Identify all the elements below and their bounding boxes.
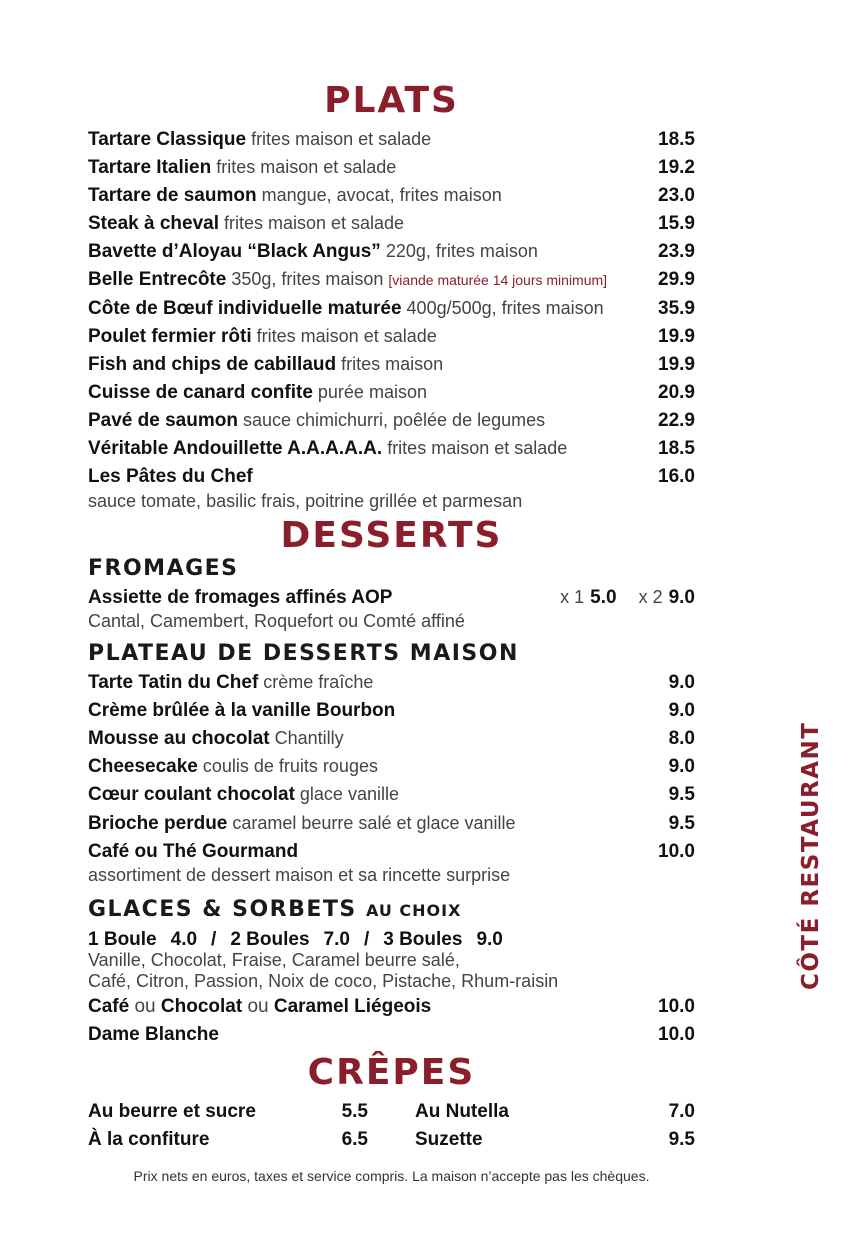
item-price: 9.5 bbox=[668, 813, 695, 834]
item-desc: mangue, avocat, frites maison bbox=[261, 185, 502, 205]
item-price: 18.5 bbox=[658, 438, 695, 459]
menu-item bbox=[88, 129, 695, 155]
item-name: Mousse au chocolat bbox=[88, 728, 270, 749]
item-price: 9.5 bbox=[668, 1129, 695, 1150]
menu-item bbox=[88, 382, 695, 408]
menu-item bbox=[88, 784, 695, 810]
boules-price: 7.0 bbox=[323, 929, 350, 950]
item-desc: 220g, frites maison bbox=[385, 241, 538, 261]
menu-item bbox=[88, 700, 695, 726]
section-title-plats: PLATS bbox=[324, 80, 459, 121]
item-desc: sauce chimichurri, poêlée de legumes bbox=[242, 410, 546, 430]
item-desc: frites maison et salade bbox=[256, 326, 437, 346]
item-desc: glace vanille bbox=[299, 784, 399, 804]
item-price: 8.0 bbox=[668, 728, 695, 749]
menu-item bbox=[88, 813, 695, 839]
boules-label: 2 Boules bbox=[230, 929, 310, 950]
flavors-line: Vanille, Chocolat, Fraise, Caramel beurre salé, bbox=[88, 950, 460, 970]
item-name: Tartare de saumon bbox=[88, 185, 257, 206]
item-price: 9.0 bbox=[668, 756, 695, 777]
item-price: 9.0 bbox=[668, 587, 695, 608]
item-name: Assiette de fromages affinés AOP bbox=[88, 587, 393, 608]
quantity-label: x 1 bbox=[560, 587, 585, 607]
item-desc: frites maison et salade bbox=[216, 157, 397, 177]
item-name: Bavette d’Aloyau “Black Angus” bbox=[88, 241, 381, 262]
item-name: Cuisse de canard confite bbox=[88, 382, 313, 403]
item-desc-line: assortiment de dessert maison et sa rincette surprise bbox=[88, 865, 511, 885]
subsection-title-glaces bbox=[88, 897, 461, 922]
menu-item bbox=[88, 241, 695, 267]
item-note: [viande maturée 14 jours minimum] bbox=[388, 272, 608, 288]
item-name: Tartare Classique bbox=[88, 129, 247, 150]
quantity-label: x 2 bbox=[638, 587, 663, 607]
item-desc: caramel beurre salé et glace vanille bbox=[232, 813, 516, 833]
item-name: Steak à cheval bbox=[88, 213, 219, 234]
liegeois-or: ou bbox=[247, 996, 269, 1017]
item-price: 15.9 bbox=[658, 213, 695, 234]
item-name: Pavé de saumon bbox=[88, 410, 238, 431]
flavors-line: Café, Citron, Passion, Noix de coco, Pistache, Rhum-raisin bbox=[88, 971, 559, 991]
item-name: À la confiture bbox=[88, 1129, 210, 1150]
side-label: CÔTÉ RESTAURANT bbox=[798, 721, 824, 990]
item-name: Au Nutella bbox=[415, 1101, 509, 1122]
item-price: 19.9 bbox=[658, 326, 695, 347]
menu-item bbox=[88, 728, 695, 754]
item-desc: frites maison bbox=[341, 354, 444, 374]
item-name: Brioche perdue bbox=[88, 813, 228, 834]
menu-item bbox=[88, 841, 695, 867]
item-price: 19.9 bbox=[658, 354, 695, 375]
item-price: 9.0 bbox=[668, 700, 695, 721]
item-price: 6.5 bbox=[341, 1129, 368, 1150]
separator: / bbox=[211, 929, 217, 950]
item-name: Tartare Italien bbox=[88, 157, 212, 178]
boules-label: 1 Boule bbox=[88, 929, 157, 950]
menu-item bbox=[88, 996, 695, 1022]
item-price: 22.9 bbox=[658, 410, 695, 431]
menu-item bbox=[88, 354, 695, 380]
item-desc: frites maison et salade bbox=[251, 129, 432, 149]
item-name bbox=[88, 996, 431, 1018]
menu-item bbox=[88, 213, 695, 239]
item-name: Belle Entrecôte bbox=[88, 269, 227, 290]
item-name: Véritable Andouillette A.A.A.A.A. bbox=[88, 438, 383, 459]
menu-item bbox=[88, 157, 695, 183]
item-price: 19.2 bbox=[658, 157, 695, 178]
item-desc: frites maison et salade bbox=[387, 438, 568, 458]
boules-label: 3 Boules bbox=[383, 929, 463, 950]
item-name: Dame Blanche bbox=[88, 1024, 219, 1045]
item-name: Cheesecake bbox=[88, 756, 198, 777]
item-price: 18.5 bbox=[658, 129, 695, 150]
item-price: 20.9 bbox=[658, 382, 695, 403]
glaces-title: GLACES & SORBETS bbox=[88, 897, 357, 922]
item-name: Tarte Tatin du Chef bbox=[88, 672, 259, 693]
menu-item bbox=[88, 298, 695, 324]
menu-item bbox=[88, 438, 695, 464]
item-price: 7.0 bbox=[668, 1101, 695, 1122]
item-desc: 350g, frites maison bbox=[231, 269, 384, 289]
menu-item bbox=[88, 756, 695, 782]
boules-price: 9.0 bbox=[476, 929, 503, 950]
boules-price: 4.0 bbox=[170, 929, 198, 950]
liegeois-or: ou bbox=[134, 996, 156, 1017]
menu-item bbox=[415, 1101, 695, 1127]
subsection-title-plateau: PLATEAU DE DESSERTS MAISON bbox=[88, 641, 519, 666]
menu-item bbox=[415, 1129, 695, 1155]
item-desc: frites maison et salade bbox=[223, 213, 405, 233]
item-name: Crème brûlée à la vanille Bourbon bbox=[88, 700, 396, 721]
item-name: Fish and chips de cabillaud bbox=[88, 354, 337, 375]
menu-item bbox=[88, 410, 695, 436]
item-price: 9.0 bbox=[668, 672, 695, 693]
liegeois-part: Café bbox=[88, 996, 130, 1017]
liegeois-part: Caramel Liégeois bbox=[273, 996, 432, 1017]
item-price: 9.5 bbox=[668, 784, 695, 805]
menu-item bbox=[88, 466, 695, 492]
item-name: Cœur coulant chocolat bbox=[88, 784, 295, 805]
item-price: 35.9 bbox=[658, 298, 695, 319]
item-price: 23.9 bbox=[658, 241, 695, 262]
item-price: 10.0 bbox=[658, 841, 695, 862]
menu-item bbox=[88, 672, 695, 698]
item-price: 10.0 bbox=[658, 1024, 695, 1045]
item-name: Café ou Thé Gourmand bbox=[88, 841, 299, 862]
separator: / bbox=[363, 929, 370, 950]
item-price: 5.5 bbox=[341, 1101, 368, 1122]
item-desc-line: sauce tomate, basilic frais, poitrine grillée et parmesan bbox=[88, 491, 523, 511]
item-name: Poulet fermier rôti bbox=[88, 326, 252, 347]
item-price: 29.9 bbox=[658, 269, 695, 290]
item-desc: crème fraîche bbox=[263, 672, 374, 692]
item-desc: Chantilly bbox=[274, 728, 344, 748]
item-desc-line: Cantal, Camembert, Roquefort ou Comté affiné bbox=[88, 611, 465, 631]
menu-item bbox=[88, 1101, 368, 1127]
section-title-crepes: CRÊPES bbox=[307, 1052, 476, 1093]
item-name: Suzette bbox=[415, 1129, 483, 1150]
menu-item bbox=[88, 1129, 368, 1155]
item-price: 5.0 bbox=[590, 587, 617, 608]
menu-item bbox=[88, 1024, 695, 1050]
item-desc: purée maison bbox=[317, 382, 427, 402]
item-desc: coulis de fruits rouges bbox=[202, 756, 378, 776]
menu-item bbox=[88, 587, 695, 613]
item-price: 23.0 bbox=[658, 185, 695, 206]
glaces-title-small: AU CHOIX bbox=[365, 901, 462, 920]
section-title-desserts: DESSERTS bbox=[280, 515, 503, 556]
boules-prices bbox=[88, 929, 517, 951]
item-name: Les Pâtes du Chef bbox=[88, 466, 253, 487]
item-price: 16.0 bbox=[658, 466, 695, 487]
menu-item bbox=[88, 185, 695, 211]
item-name: Au beurre et sucre bbox=[88, 1101, 256, 1122]
liegeois-part: Chocolat bbox=[160, 996, 243, 1017]
item-desc: 400g/500g, frites maison bbox=[406, 298, 604, 318]
menu-item bbox=[88, 326, 695, 352]
subsection-title-fromages: FROMAGES bbox=[88, 556, 239, 581]
item-name: Côte de Bœuf individuelle maturée bbox=[88, 298, 402, 319]
item-price: 10.0 bbox=[658, 996, 695, 1017]
footer-note: Prix nets en euros, taxes et service compris. La maison n’accepte pas les chèques. bbox=[133, 1168, 650, 1184]
menu-item bbox=[88, 269, 695, 295]
